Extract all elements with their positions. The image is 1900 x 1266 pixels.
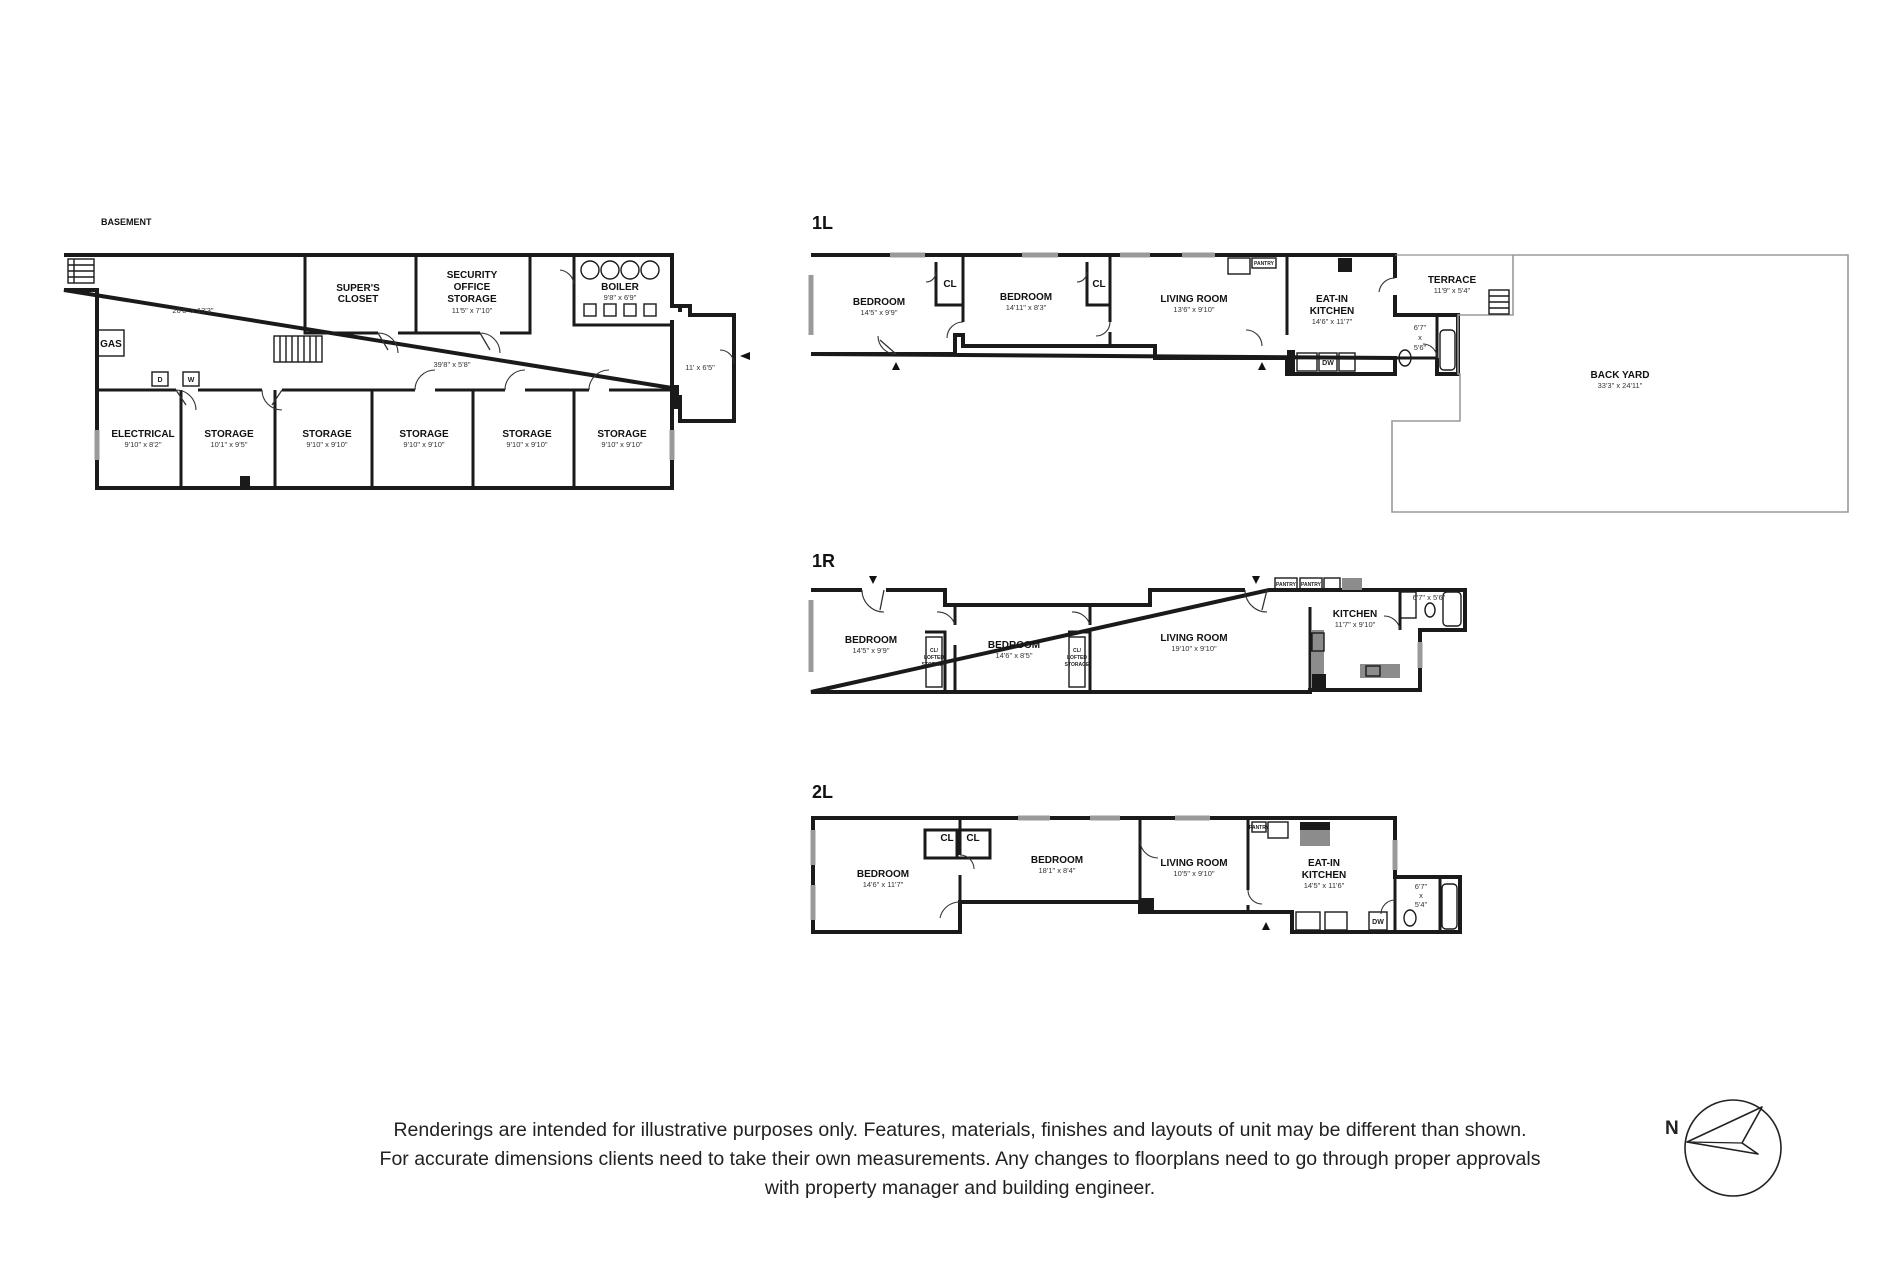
unit-1r-plan bbox=[811, 551, 1465, 692]
unit-1l-column bbox=[1338, 258, 1352, 272]
dw-label: DW bbox=[1322, 360, 1334, 367]
security-office-label: SECURITY bbox=[446, 270, 498, 281]
sink-icon bbox=[1228, 258, 1250, 274]
eat-in-kitchen-dim: 14'6" x 11'7" bbox=[1311, 317, 1353, 326]
washer-label: W bbox=[187, 377, 195, 384]
boiler-dim: 9'8" x 6'9" bbox=[603, 293, 637, 302]
unit-2l-entry-arrow-icon bbox=[1262, 922, 1270, 930]
bath-dim: 6'7" x 5'6" bbox=[1412, 593, 1446, 602]
unit-2l-column bbox=[1300, 822, 1330, 830]
bathtub-icon bbox=[1443, 592, 1461, 626]
unit-1l-outer-wall bbox=[811, 255, 1458, 374]
unit-1r-doors bbox=[862, 590, 1400, 630]
unit-2l-plan bbox=[812, 782, 1460, 932]
storage-dim: 9'10" x 9'10" bbox=[306, 440, 348, 449]
unit-1l-plan bbox=[811, 213, 1848, 512]
storage-tag: CL/ bbox=[929, 648, 939, 654]
bath-dim-x: x bbox=[1419, 891, 1423, 900]
electrical-dim: 9'10" x 8'2" bbox=[124, 440, 162, 449]
toilet-icon bbox=[1404, 910, 1416, 926]
closet-label: CL bbox=[940, 833, 954, 844]
storage-dim: 9'10" x 9'10" bbox=[601, 440, 643, 449]
dryer-label: D bbox=[157, 377, 163, 384]
bedroom-label: BEDROOM bbox=[987, 640, 1041, 651]
unit-1l-title: 1L bbox=[812, 213, 834, 233]
counter-icon bbox=[1312, 630, 1324, 680]
bath-dim: 6'7" bbox=[1413, 323, 1427, 332]
storage-label: STORAGE bbox=[502, 429, 552, 440]
pantry-label: PANTRY bbox=[1301, 582, 1321, 588]
living-room-dim: 10'5" x 9'10" bbox=[1173, 869, 1215, 878]
boiler-label: BOILER bbox=[601, 282, 639, 293]
basement-inner-stair-icon bbox=[274, 336, 322, 362]
sink-icon bbox=[1325, 912, 1347, 930]
unit-1l-entry-arrow-icon bbox=[892, 362, 900, 370]
unit-1l-entry-arrow-icon bbox=[1258, 362, 1266, 370]
terrace-stair-icon bbox=[1489, 290, 1509, 314]
storage-tag: CL/ bbox=[1072, 648, 1082, 654]
pantry-label: PANTRY bbox=[1249, 825, 1269, 831]
back-yard-label: BACK YARD bbox=[1590, 370, 1650, 381]
basement-column bbox=[672, 385, 679, 409]
basement-vestibule-dim: 11' x 6'5" bbox=[685, 363, 715, 372]
bedroom-label: BEDROOM bbox=[999, 292, 1053, 303]
stove-icon bbox=[1268, 822, 1288, 838]
unit-2l-title: 2L bbox=[812, 782, 834, 802]
eat-in-kitchen-label-2: KITCHEN bbox=[1309, 306, 1355, 317]
terrace-dim: 11'9" x 5'4" bbox=[1433, 286, 1471, 295]
back-yard-dim: 33'3" x 24'11" bbox=[1597, 381, 1643, 390]
closet-label: CL bbox=[966, 833, 980, 844]
bath-dim-h: 5'4" bbox=[1414, 900, 1428, 909]
security-office-label-2: OFFICE bbox=[453, 282, 491, 293]
compass-icon bbox=[1665, 1100, 1781, 1196]
supers-closet-label-2: CLOSET bbox=[337, 294, 379, 305]
storage-label: STORAGE bbox=[399, 429, 449, 440]
living-room-label: LIVING ROOM bbox=[1160, 633, 1228, 644]
storage-tag: LOFTED bbox=[1067, 655, 1087, 661]
bathtub-icon bbox=[1440, 330, 1455, 370]
basement-column bbox=[240, 476, 250, 486]
storage-tag: LOFTED bbox=[924, 655, 944, 661]
storage-dim: 10'1" x 9'5" bbox=[210, 440, 248, 449]
storage-label: STORAGE bbox=[302, 429, 352, 440]
basement-main-room-dim: 20'8" x 13'3" bbox=[172, 306, 214, 315]
toilet-icon bbox=[1425, 603, 1435, 617]
bedroom-label: BEDROOM bbox=[844, 635, 898, 646]
storage-dim: 9'10" x 9'10" bbox=[506, 440, 548, 449]
entry-arrow-icon bbox=[740, 352, 750, 360]
unit-1r-column bbox=[1312, 674, 1326, 690]
storage-tag: STORAGE bbox=[1064, 662, 1090, 668]
unit-2l-outer-wall bbox=[813, 818, 1460, 932]
storage-dim: 9'10" x 9'10" bbox=[403, 440, 445, 449]
bath-dim-x: x bbox=[1418, 333, 1422, 342]
disclaimer-line-1: Renderings are intended for illustrative purposes only. Features, materials, finishes and layouts of unit may be different than shown. bbox=[393, 1119, 1527, 1141]
terrace-label: TERRACE bbox=[1427, 275, 1477, 286]
eat-in-kitchen-label-2: KITCHEN bbox=[1301, 870, 1347, 881]
eat-in-kitchen-label: EAT-IN bbox=[1307, 858, 1341, 869]
living-room-label: LIVING ROOM bbox=[1160, 858, 1228, 869]
living-room-dim: 13'6" x 9'10" bbox=[1173, 305, 1215, 314]
closet-label: CL bbox=[943, 279, 957, 290]
storage-label: STORAGE bbox=[204, 429, 254, 440]
basement-stair-icon bbox=[68, 259, 94, 283]
bedroom-dim: 14'5" x 9'9" bbox=[852, 646, 890, 655]
counter-icon bbox=[1300, 830, 1330, 846]
bedroom-dim: 14'6" x 11'7" bbox=[862, 880, 904, 889]
gas-label: GAS bbox=[100, 339, 122, 350]
kitchen-dim: 11'7" x 9'10" bbox=[1334, 620, 1376, 629]
eat-in-kitchen-dim: 14'5" x 11'6" bbox=[1303, 881, 1345, 890]
bedroom-dim: 14'5" x 9'9" bbox=[860, 308, 898, 317]
electrical-label: ELECTRICAL bbox=[111, 429, 175, 440]
bedroom-label: BEDROOM bbox=[852, 297, 906, 308]
counter-icon bbox=[1342, 578, 1362, 590]
bedroom-dim: 14'11" x 8'3" bbox=[1005, 303, 1047, 312]
storage-label: STORAGE bbox=[597, 429, 647, 440]
unit-1r-title: 1R bbox=[812, 551, 836, 571]
unit-1l-column bbox=[1287, 350, 1295, 374]
pantry-label: PANTRY bbox=[1276, 582, 1296, 588]
unit-1r-entry-arrow-icon bbox=[869, 576, 877, 584]
bath-dim: 6'7" bbox=[1414, 882, 1428, 891]
compass-north-label: N bbox=[1665, 1118, 1679, 1139]
bedroom-label: BEDROOM bbox=[856, 869, 910, 880]
unit-2l-column bbox=[1140, 898, 1154, 912]
bath-dim-h: 5'6" bbox=[1413, 343, 1427, 352]
basement-title: BASEMENT bbox=[101, 217, 152, 227]
disclaimer-line-2: For accurate dimensions clients need to take their own measurements. Any changes to floorplans need to go through proper approvals bbox=[379, 1148, 1541, 1170]
disclaimer-line-3: with property manager and building engineer. bbox=[764, 1177, 1156, 1199]
security-office-dim: 11'5" x 7'10" bbox=[451, 306, 493, 315]
basement-plan bbox=[64, 217, 750, 488]
living-room-dim: 19'10" x 9'10" bbox=[1171, 644, 1217, 653]
closet-label: CL bbox=[1092, 279, 1106, 290]
fridge-icon bbox=[1296, 912, 1320, 930]
storage-tag: STORAGE bbox=[921, 662, 947, 668]
pantry-label: PANTRY bbox=[1254, 261, 1274, 267]
bedroom-label: BEDROOM bbox=[1030, 855, 1084, 866]
eat-in-kitchen-label: EAT-IN bbox=[1315, 294, 1349, 305]
dw-label: DW bbox=[1372, 919, 1384, 926]
kitchen-label: KITCHEN bbox=[1332, 609, 1378, 620]
bedroom-dim: 14'6" x 8'5" bbox=[995, 651, 1033, 660]
disclaimer bbox=[380, 1119, 1541, 1199]
supers-closet-label: SUPER'S bbox=[336, 283, 380, 294]
security-office-label-3: STORAGE bbox=[447, 294, 497, 305]
bathtub-icon bbox=[1442, 884, 1457, 929]
unit-1r-entry-arrow-icon bbox=[1252, 576, 1260, 584]
bedroom-dim: 18'1" x 8'4" bbox=[1038, 866, 1076, 875]
basement-hall-dim: 39'8" x 5'8" bbox=[433, 360, 471, 369]
living-room-label: LIVING ROOM bbox=[1160, 294, 1228, 305]
